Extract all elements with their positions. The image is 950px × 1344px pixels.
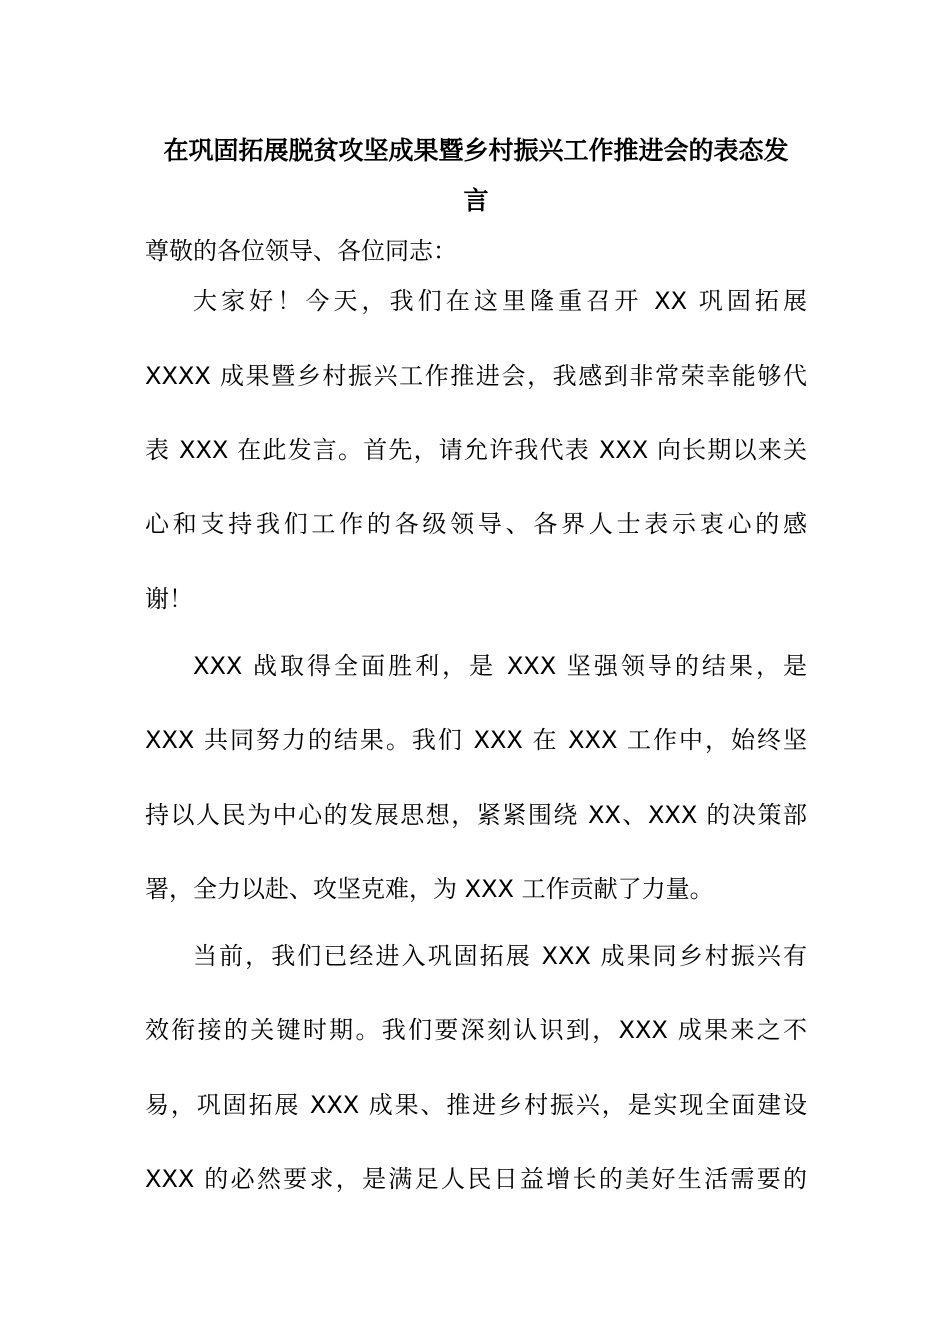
paragraph-3-line-3: 易，巩固拓展 XXX 成果、推进乡村振兴，是实现全面建设 — [145, 1091, 807, 1119]
paragraph-3-line-1: 当前，我们已经进入巩固拓展 XXX 成果同乡村振兴有 — [193, 942, 807, 970]
paragraph-1-line-4: 心和支持我们工作的各级领导、各界人士表示衷心的感 — [145, 510, 807, 538]
document-title-line-2: 言 — [463, 186, 489, 215]
paragraph-1-line-1: 大家好！今天，我们在这里隆重召开 XX 巩固拓展 — [193, 287, 807, 315]
paragraph-3-line-2: 效衔接的关键时期。我们要深刻认识到，XXX 成果来之不 — [145, 1016, 807, 1044]
paragraph-2-line-2: XXX 共同努力的结果。我们 XXX 在 XXX 工作中，始终坚 — [145, 726, 807, 754]
document-title-line-1: 在巩固拓展脱贫攻坚成果暨乡村振兴工作推进会的表态发 — [163, 136, 789, 165]
paragraph-1-line-3: 表 XXX 在此发言。首先，请允许我代表 XXX 向长期以来关 — [145, 436, 807, 464]
paragraph-1-line-5: 谢！ — [145, 585, 193, 613]
paragraph-1-line-2: XXXX 成果暨乡村振兴工作推进会，我感到非常荣幸能够代 — [145, 362, 807, 390]
salutation: 尊敬的各位领导、各位同志： — [145, 237, 457, 265]
paragraph-3-line-4: XXX 的必然要求，是满足人民日益增长的美好生活需要的 — [145, 1165, 807, 1193]
paragraph-2-line-4: 署，全力以赴、攻坚克难，为 XXX 工作贡献了力量。 — [145, 875, 714, 903]
paragraph-2-line-1: XXX 战取得全面胜利，是 XXX 坚强领导的结果，是 — [193, 652, 807, 680]
paragraph-2-line-3: 持以人民为中心的发展思想，紧紧围绕 XX、XXX 的决策部 — [145, 801, 807, 829]
